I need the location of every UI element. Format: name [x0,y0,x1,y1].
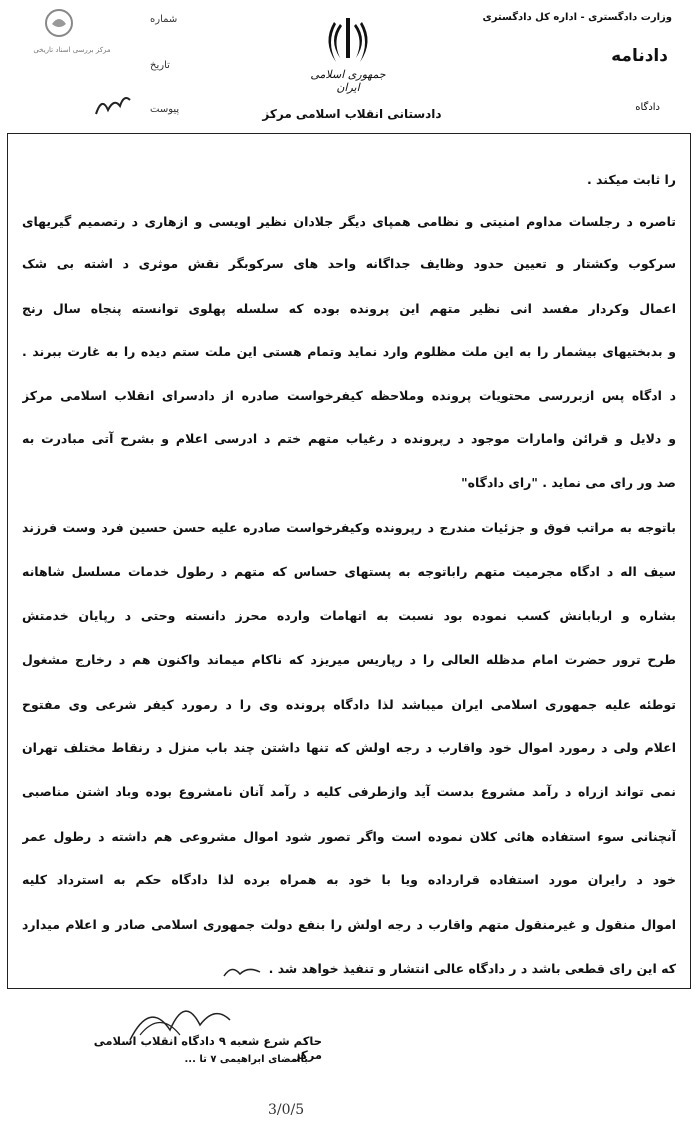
footer-handwritten-number: 3/0/5 [268,1102,305,1118]
republic-name: جمهوری اسلامی ایران [310,68,386,94]
body-line: طرح ترور حضرت امام مدظله العالی را د رپاریس میریزد که ناکام میماند واکنون هم د رخارج مشغول [22,652,676,667]
body-line: تاصره د رجلسات مداوم امنیتی و نظامی همپای دیگر جلادان نظیر اویسی و ازهاری د رتصمیم گیریهای [22,214,676,229]
body-line: را ثابت میکند . [586,172,676,187]
body-line: اعلام ولی د رمورد اموال خود واقارب د رجه اولش که تنها داشتن چند باب منزل د رنقاط مختلف تهران [22,740,676,755]
body-line: و دلایل و قرائن وامارات موجود د رپرونده د رغیاب متهم ختم د ادرسی اعلام و بشرح آتی مبادرت به [22,431,676,446]
document-type: دادنامه [611,46,668,66]
body-line: آنچنانی سوء استفاده هائی کلان نموده است واگر تصور شود اموال مشروعی هم داشته د رطول عمر [22,829,676,844]
body-line: و بدبختیهای بیشمار را به این ملت مظلوم وارد نماید وتمام هستی این ملت ستم دیده را به غارت ببرند . [22,344,676,359]
body-line: صد ور رای می نماید . "رای دادگاه" [461,475,676,490]
watermark-text: مرکز بررسی اسناد تاریخی [33,46,111,54]
body-line: اعمال وکردار مفسد انی نظیر متهم این پرونده بوده که سلسله پهلوی توانسته پنجاه سال رنج [22,301,676,316]
body-line: باتوجه به مراتب فوق و جزئیات مندرج د رپرونده وکیفرخواست صادره علیه حسن حسین فرد وست فرزند [22,520,676,535]
body-line: سیف اله د ادگاه مجرمیت متهم راباتوجه به پستهای حساس که متهم د رطول خدمات مسلسل شاهانه [22,564,676,579]
attachment-label: پیوست [150,104,180,115]
court-name: دادستانی انقلاب اسلامی مرکز [262,107,442,121]
court-label: دادگاه [635,102,660,113]
archive-logo-icon [44,8,74,38]
body-line: بشاره و اربابانش کسب نموده بود نسبت به اتهامات وارده محرز دانسته وحتی د رپایان خدمتش [22,608,676,623]
ministry-line: وزارت دادگستری - اداره کل دادگستری [482,12,672,23]
date-label: تاریخ [150,60,170,71]
body-line: سرکوب وکشتار و تعیین حدود وظایف جداگانه واحد های سرکوبگر نقش موثری د اشته بی شک [22,256,676,271]
body-line: توطئه علیه جمهوری اسلامی ایران میباشد لذا دادگاه پرونده وی را د رمورد کیفر شرعی وی مفتوح [22,697,676,712]
body-line: اموال منقول و غیرمنقول متهم واقارب د رجه اولش را بنفع دولت جمهوری اسلامی صادر و اعلام میدارد [22,917,676,932]
body-line: نمی تواند ازراه د رآمد مشروع بدست آید وازطرفی کلیه د رآمد آنان نامشروع بوده وباد اشتن مناصبی [22,784,676,799]
body-line: که این رای قطعی باشد د ر دادگاه عالی انتشار و تنفیذ خواهد شد . [268,961,676,976]
handwritten-mark-icon [92,92,132,120]
body-line: د ادگاه پس ازبررسی محتویات پرونده وملاحظه کیفرخواست صادره از دادسرای انقلاب اسلامی مرکز [22,388,676,403]
handwritten-annotation-icon [222,962,262,982]
document-body-frame [7,133,691,989]
body-line: خود د رایران مورد استفاده قرارداده ویا با خود به همراه برده لذا دادگاه حکم به استرداد کلیه [22,872,676,887]
judge-title: حاکم شرع شعبه ۹ دادگاه انقلاب اسلامی مرکز [93,1034,322,1062]
iran-emblem-icon [320,14,376,66]
header-emblem [298,14,398,94]
number-label: شماره [150,14,178,25]
signature-line: باامضای ابراهیمی ۷ تا ... [184,1054,308,1065]
